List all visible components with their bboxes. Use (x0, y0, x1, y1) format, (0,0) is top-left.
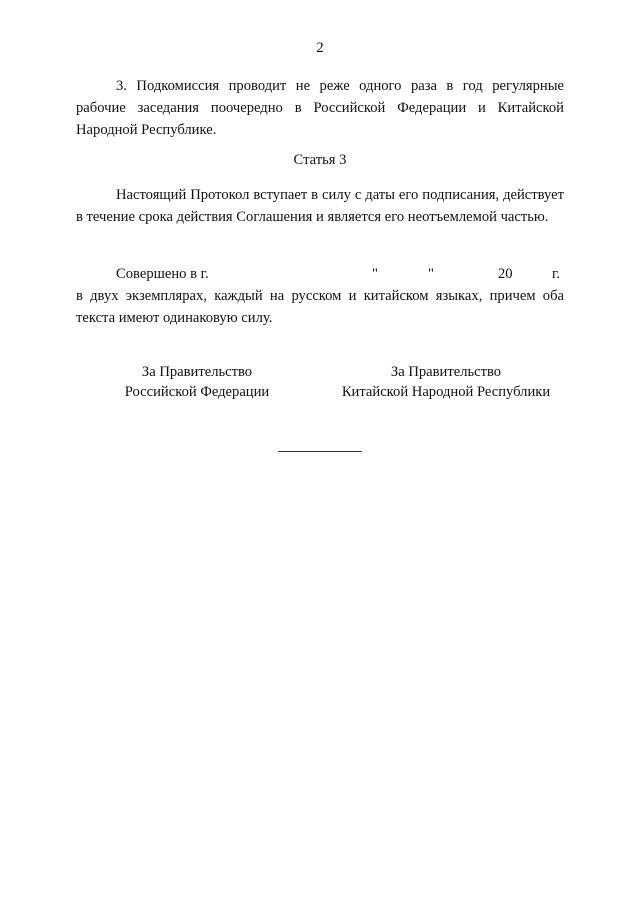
page-number: 2 (316, 40, 324, 56)
date-year-suffix: г. (552, 266, 560, 282)
date-quote-open: " (372, 266, 378, 282)
date-year: 20 (498, 266, 513, 282)
signature-left-line2: Российской Федерации (124, 384, 270, 400)
signature-right-line1: За Правительство (390, 364, 502, 380)
date-quote-close: " (428, 266, 434, 282)
done-at-line (116, 263, 564, 285)
article-3-text: Настоящий Протокол вступает в силу с даты его подписания, действует в течение срока действия Соглашения и является его неотъемлемой частью. (76, 187, 564, 225)
paragraph-3: 3. Подкомиссия проводит не реже одного раза в год регулярные рабочие заседания поочередно в Российской Федерации и Китайской Народной Республике. (76, 78, 564, 138)
signature-block-china (328, 362, 564, 402)
document-page (76, 0, 564, 905)
closing-rule (278, 451, 362, 452)
signature-left-line1: За Правительство (141, 364, 253, 380)
signature-block-russia (102, 362, 292, 402)
article-heading: Статья 3 (293, 152, 347, 168)
done-prefix: Совершено в г. (116, 266, 209, 282)
done-continuation: в двух экземплярах, каждый на русском и китайском языках, причем оба текста имеют одинаковую силу. (76, 288, 564, 326)
signature-right-line2: Китайской Народной Республики (341, 384, 551, 400)
